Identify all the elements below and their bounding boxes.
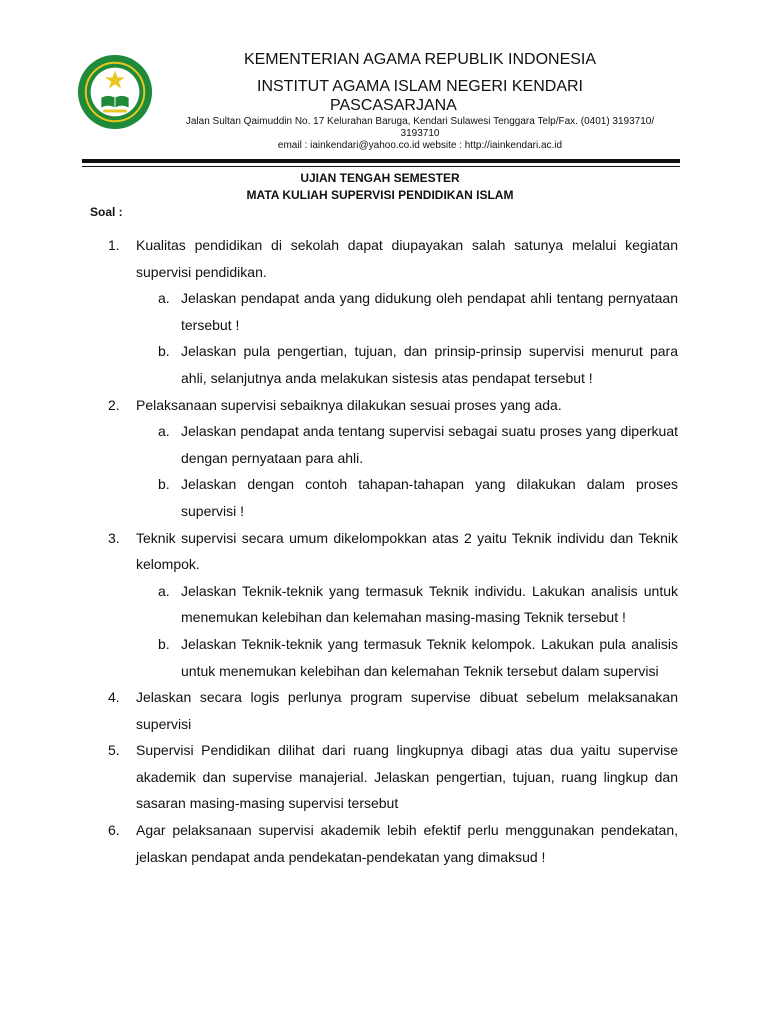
question-number: 3.: [108, 529, 120, 546]
question-text: Jelaskan secara logis perlunya program supervise dibuat sebelum melaksanakan supervisi: [136, 689, 678, 732]
institute-contact: email : iainkendari@yahoo.co.id website : http://iainkendari.ac.id: [277, 140, 563, 151]
sub-question-2a: [136, 418, 678, 471]
header-divider-thin: [82, 166, 680, 167]
question-text: Pelaksanaan supervisi sebaiknya dilakukan sesuai proses yang ada.: [136, 396, 562, 413]
question-number: 1.: [108, 237, 120, 253]
sub-question-text: Jelaskan dengan contoh tahapan-tahapan yang dilakukan dalam proses supervisi !: [181, 476, 678, 519]
question-5: [108, 737, 678, 817]
sub-question-text: Jelaskan pula pengertian, tujuan, dan prinsip-prinsip supervisi menurut para ahli, selanjutnya anda melakukan sistesis atas pendapat tersebut !: [181, 343, 678, 386]
question-text: Agar pelaksanaan supervisi akademik lebih efektif perlu menggunakan pendekatan, jelaskan pendapat anda pendekatan-pendekatan yang dimaksud !: [136, 822, 678, 865]
question-text: Teknik supervisi secara umum dikelompokkan atas 2 yaitu Teknik individu dan Teknik kelompok.: [136, 529, 678, 573]
question-3: [108, 525, 678, 685]
school-name: PASCASARJANA: [330, 97, 457, 114]
iain-kendari-logo: [76, 53, 154, 131]
question-2: [108, 392, 678, 525]
sub-question-letter: b.: [158, 343, 170, 360]
ministry-name: KEMENTERIAN AGAMA REPUBLIK INDONESIA: [243, 51, 597, 68]
sub-question-letter: a.: [158, 582, 170, 599]
soal-label: Soal :: [90, 205, 123, 219]
course-title: MATA KULIAH SUPERVISI PENDIDIKAN ISLAM: [246, 188, 514, 202]
sub-question-letter: b.: [158, 635, 170, 652]
sub-question-text: Jelaskan Teknik-teknik yang termasuk Teknik kelompok. Lakukan pula analisis untuk menemukan kelebihan dan kelemahan Teknik tersebut dalam supervisi: [181, 635, 678, 679]
question-number: 2.: [108, 396, 120, 413]
sub-question-1a: [136, 285, 678, 338]
sub-question-1b: [136, 338, 678, 391]
sub-question-2b: [136, 471, 678, 524]
sub-question-text: Jelaskan pendapat anda tentang supervisi sebagai suatu proses yang diperkuat dengan pernyataan para ahli.: [181, 423, 678, 466]
sub-question-list: [136, 578, 678, 684]
logo-base-bar: [103, 110, 126, 113]
sub-question-letter: a.: [158, 423, 170, 440]
sub-question-list: [136, 418, 678, 524]
sub-question-text: Jelaskan Teknik-teknik yang termasuk Teknik individu. Lakukan analisis untuk menemukan kelebihan dan kelemahan masing-masing Teknik tersebut !: [181, 582, 678, 626]
institute-name: INSTITUT AGAMA ISLAM NEGERI KENDARI: [257, 78, 583, 95]
question-1: [108, 232, 678, 392]
question-number: 6.: [108, 822, 120, 839]
question-number: 5.: [108, 742, 120, 759]
sub-question-3b: [136, 631, 678, 684]
header-divider-thick: [82, 159, 680, 163]
question-number: 4.: [108, 689, 120, 706]
sub-question-3a: [136, 578, 678, 631]
sub-question-text: Jelaskan pendapat anda yang didukung oleh pendapat ahli tentang pernyataan tersebut !: [181, 290, 678, 333]
sub-question-letter: b.: [158, 476, 170, 493]
question-list: [108, 232, 678, 870]
question-4: [108, 684, 678, 737]
institute-address: Jalan Sultan Qaimuddin No. 17 Kelurahan Baruga, Kendari Sulawesi Tenggara Telp/Fax. (0401) 3193710/ 3193710: [185, 116, 655, 139]
exam-title: UJIAN TENGAH SEMESTER: [300, 171, 460, 185]
question-text: Supervisi Pendidikan dilihat dari ruang lingkupnya dibagi atas dua yaitu supervise akademik dan supervise manajerial. Jelaskan pengertian, tujuan, ruang lingkup dan sasaran masing-masing supervisi tersebut: [136, 742, 678, 812]
question-text: Kualitas pendidikan di sekolah dapat diupayakan salah satunya melalui kegiatan supervisi pendidikan.: [136, 237, 678, 280]
question-6: [108, 817, 678, 870]
sub-question-list: [136, 285, 678, 391]
sub-question-letter: a.: [158, 290, 170, 307]
